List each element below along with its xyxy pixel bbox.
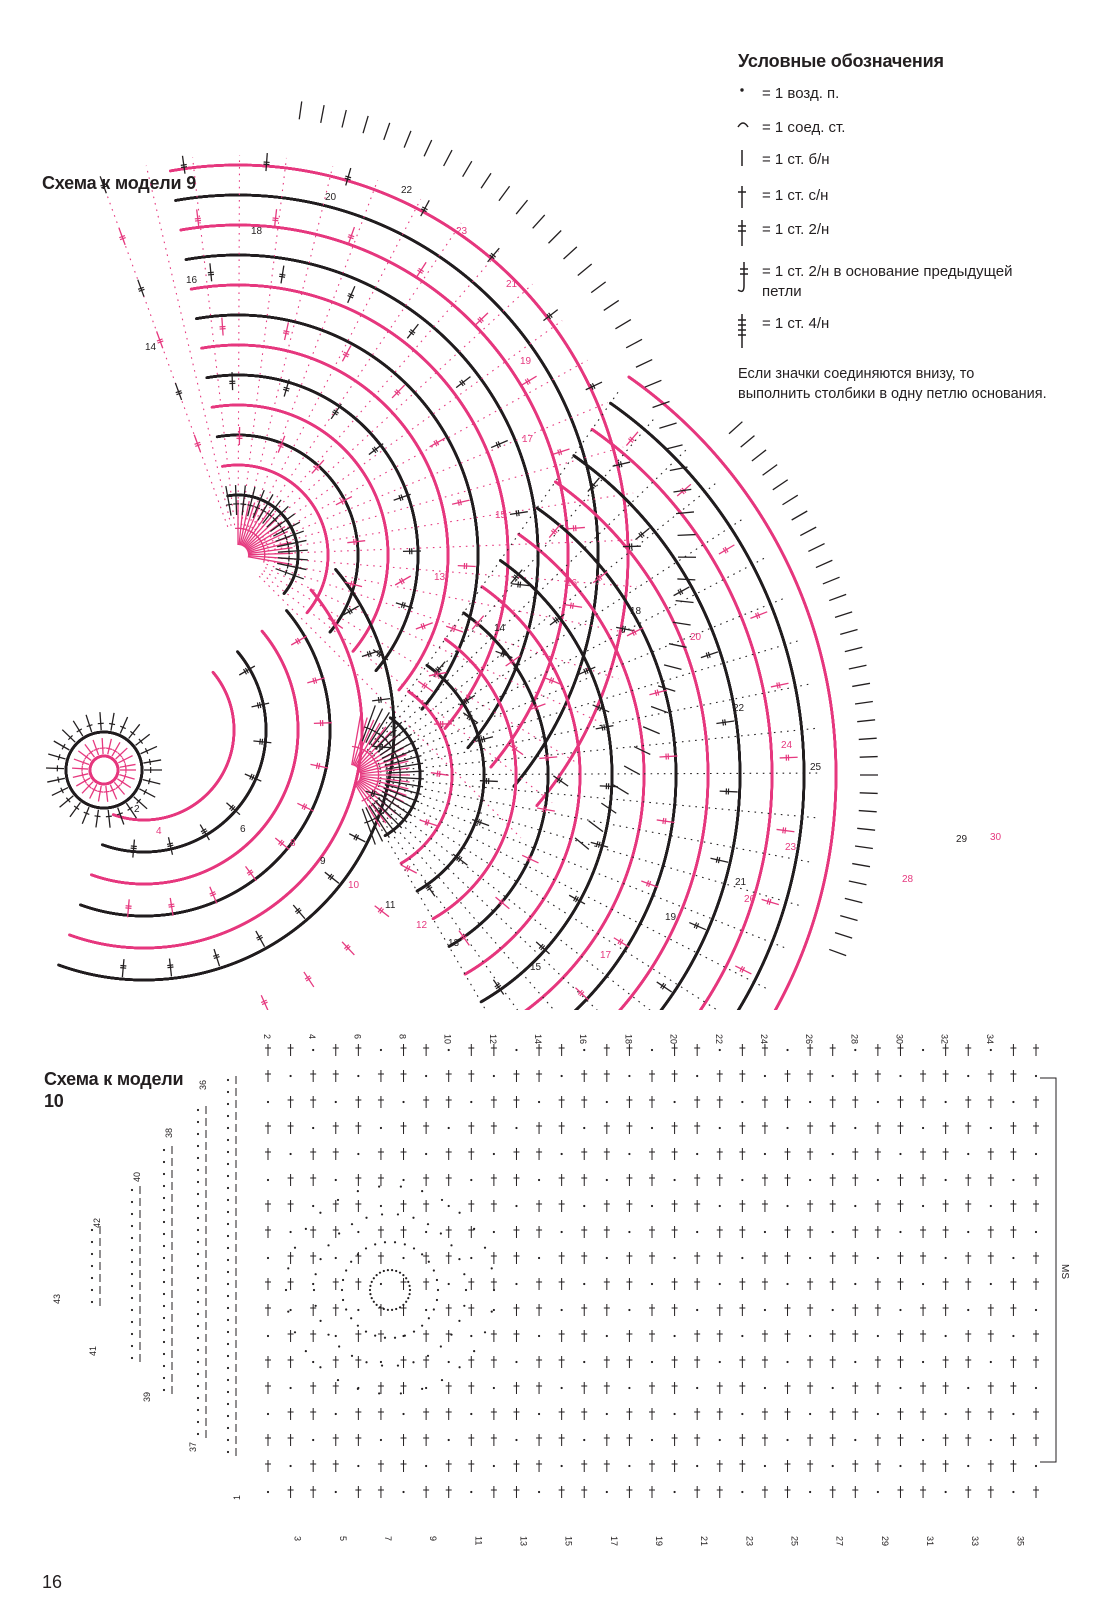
legend-chain-text: = 1 возд. п. xyxy=(762,84,839,104)
legend-note: Если значки соединяются внизу, то выполнить столбики в одну петлю основания. xyxy=(738,364,1048,404)
legend-title: Условные обозначения xyxy=(738,50,944,72)
legend-treble-previous-text: = 1 ст. 2/н в основание предыдущей петли xyxy=(762,262,1052,302)
legend-slip-stitch-text: = 1 соед. ст. xyxy=(762,118,845,138)
legend-treble-text: = 1 ст. 2/н xyxy=(762,220,829,240)
legend-quadruple-treble-text: = 1 ст. 4/н xyxy=(762,314,829,334)
legend-single-crochet-text: = 1 ст. б/н xyxy=(762,150,830,170)
scheme9-title: Схема к модели 9 xyxy=(42,172,196,194)
chain-stitch-dot xyxy=(117,769,120,772)
scheme9-rounds xyxy=(57,155,837,1010)
legend-double-crochet-text: = 1 ст. с/н xyxy=(762,186,828,206)
